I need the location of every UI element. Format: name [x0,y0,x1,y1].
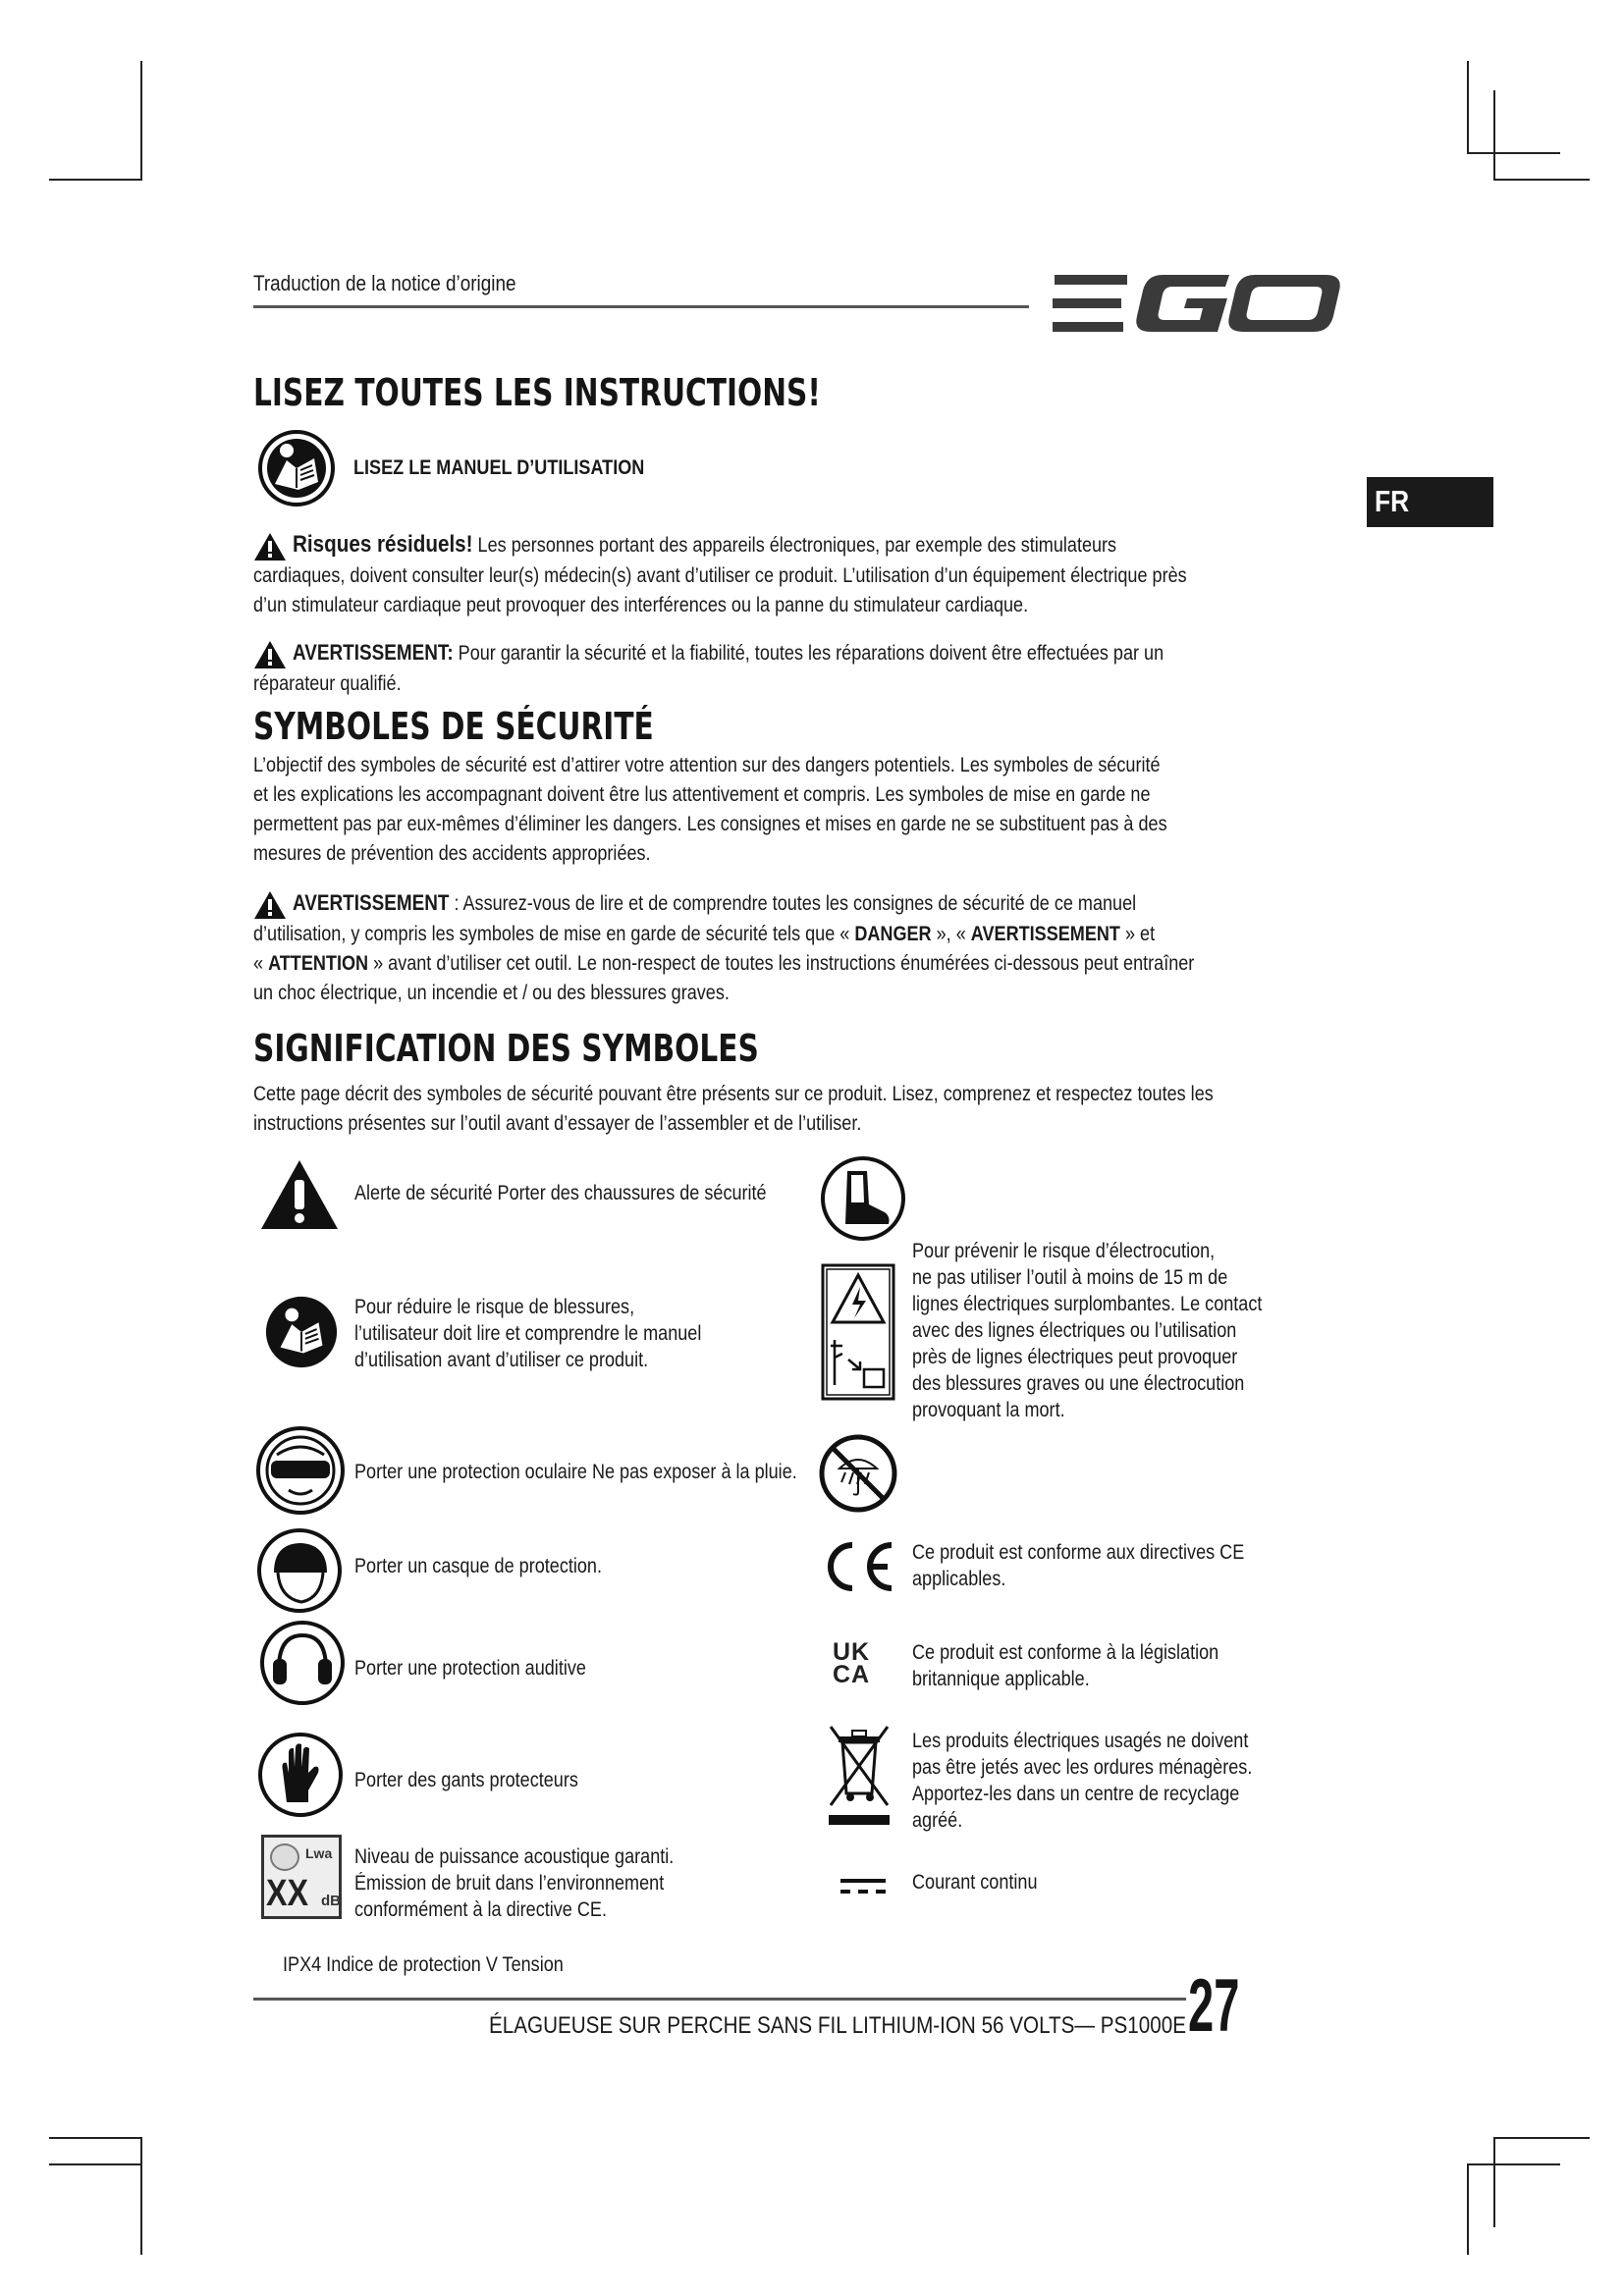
gloves-icon [257,1732,344,1818]
residual-risk-text: Les personnes portant des appareils électroniques, par exemple des stimulateurs [472,534,1117,557]
warning-text: un choc électrique, un incendie et / ou des blessures graves. [253,982,730,1004]
no-rain-icon [818,1433,898,1514]
read-manual-label: LISEZ LE MANUEL D’UTILISATION [353,456,645,479]
noise-unit-label: dB [321,1893,341,1909]
language-tab [1367,477,1493,527]
safety-alert-icon [259,1158,340,1231]
warning-text: d’utilisation, y compris les symboles de mise en garde de sécurité tels que « [253,923,855,945]
power-line-hazard-text [912,1238,1319,1423]
read-manual-icon [257,429,336,507]
symbol-text-line: avec des lignes électriques ou l’utilisation [912,1319,1237,1342]
crop-mark [1467,61,1469,154]
gloves-text: Porter des gants protecteurs [354,1769,578,1791]
symbol-text-line: Émission de bruit dans l’environnement [354,1872,665,1895]
warning-text: » et [1119,923,1156,945]
noise-level-value: XX [266,1873,309,1914]
eye-protection-text: Porter une protection oculaire Ne pas exposer à la pluie. [354,1461,797,1483]
symbol-text-line: Apportez-les dans un centre de recyclage [912,1783,1240,1805]
warning-text: », « [931,923,971,945]
power-line-hazard-icon [821,1263,895,1401]
intro-line: L’objectif des symboles de sécurité est d’attirer votre attention sur des dangers potentiels. Les symboles de sécurité [253,754,1161,776]
crop-mark [49,2163,142,2165]
danger-keyword: DANGER [854,923,932,945]
intro-line: et les explications les accompagnant doivent être lus attentivement et compris. Les symboles de mise en garde ne [253,783,1151,806]
symbol-text-line: Pour prévenir le risque d’électrocution, [912,1240,1216,1262]
weee-text [912,1728,1308,1834]
noise-lwa-label: Lwa [305,1845,333,1861]
warning-triangle-icon [253,890,287,920]
ce-mark-icon [819,1539,897,1594]
ukca-mark-bottom: CA [833,1661,871,1688]
ego-logo [1053,271,1347,336]
warning-text: réparateur qualifié. [253,672,402,695]
symbol-text-line: d’utilisation avant d’utiliser ce produit. [354,1349,649,1371]
ukca-mark-icon [833,1638,882,1688]
symbol-text-line: pas être jetés avec les ordures ménagères. [912,1756,1253,1779]
warning-triangle-icon [253,532,287,561]
speaker-icon [270,1843,299,1871]
warning-text: Pour garantir la sécurité et la fiabilité, toutes les réparations doivent être effectuées par un [453,642,1164,665]
ukca-mark-top: UK [833,1638,871,1666]
section-title-safety-symbols: SYMBOLES DE SÉCURITÉ [253,705,654,748]
translation-note: Traduction de la notice d’origine [253,271,516,295]
residual-risk-label: Risques résiduels! [293,531,473,558]
warning-qualified-block [253,638,1306,699]
warning-text: « [253,952,269,975]
symbol-text-line: conformément à la directive CE. [354,1898,607,1921]
section-title-read-instructions: LISEZ TOUTES LES INSTRUCTIONS! [253,371,821,414]
eye-protection-icon [255,1425,346,1516]
warning-text: : Assurez-vous de lire et de comprendre toutes les consignes de sécurité de ce manuel [449,892,1137,915]
crop-mark [1493,179,1590,181]
safety-boots-icon [820,1155,906,1242]
header-rule [253,305,1029,308]
symbol-text-line: Ce produit est conforme à la législation [912,1641,1219,1664]
avertissement-keyword: AVERTISSEMENT [970,923,1120,945]
weee-bin-icon [825,1723,893,1829]
direct-current-icon [840,1877,886,1896]
intro-line: permettent pas par eux-mêmes d’éliminer les dangers. Les consignes et mises en garde ne se substituent pas à des [253,813,1167,835]
symbol-text-line: lignes électriques surplombantes. Le contact [912,1293,1263,1315]
attention-keyword: ATTENTION [268,952,369,975]
footer-title: ÉLAGUEUSE SUR PERCHE SANS FIL LITHIUM-ION 56 VOLTS— PS1000E [489,2012,1186,2039]
crop-mark [1493,90,1495,181]
read-manual-icon [263,1294,340,1370]
symbol-text-line: près de lignes électriques peut provoquer [912,1346,1238,1368]
ukca-text [912,1639,1269,1692]
intro-line: instructions présentes sur l’outil avant d’essayer de l’assembler et de l’utiliser. [253,1112,862,1135]
warning-label: AVERTISSEMENT: [293,640,454,665]
warning-text: » avant d’utiliser cet outil. Le non-respect de toutes les instructions énumérées ci-dessous peut entraîner [368,952,1195,975]
crop-mark [1493,2137,1495,2227]
symbol-text-line: l’utilisateur doit lire et comprendre le manuel [354,1322,702,1345]
symbol-text-line: applicables. [912,1568,1006,1590]
language-tab-label: FR [1375,484,1410,518]
symbol-text-line: britannique applicable. [912,1668,1090,1690]
residual-risk-block [253,530,1338,620]
crop-mark [1493,2137,1590,2139]
crop-mark [1467,2163,1469,2255]
symbol-meaning-intro [253,1080,1370,1139]
warning-label: AVERTISSEMENT [293,890,450,915]
symbol-text-line: des blessures graves ou une électrocution [912,1372,1245,1395]
helmet-text: Porter un casque de protection. [354,1555,602,1577]
crop-mark [140,61,142,181]
ipx4-text: IPX4 Indice de protection V Tension [283,1953,564,1976]
sound-power-icon [261,1835,342,1919]
ce-text [912,1539,1298,1592]
intro-line: Cette page décrit des symboles de sécurité pouvant être présents sur ce produit. Lisez, comprenez et respectez toutes les [253,1083,1214,1105]
symbol-text-line: agréé. [912,1809,963,1832]
safety-symbols-intro [253,751,1316,869]
warning-triangle-icon [253,640,287,669]
crop-mark [49,179,142,181]
crop-mark [49,2137,142,2139]
symbol-text-line: ne pas utiliser l’outil à moins de 15 m de [912,1266,1228,1289]
section-title-symbol-meaning: SIGNIFICATION DES SYMBOLES [253,1027,759,1070]
symbol-text-line: Les produits électriques usagés ne doivent [912,1730,1249,1752]
crop-mark [140,2137,142,2255]
page-number: 27 [1188,1964,1240,2048]
helmet-icon [256,1527,343,1614]
read-manual-text [354,1294,758,1373]
symbol-text-line: Pour réduire le risque de blessures, [354,1296,635,1318]
warning-instructions-block [253,888,1347,1008]
direct-current-text: Courant continu [912,1871,1038,1894]
safety-alert-text: Alerte de sécurité Porter des chaussures de sécurité [354,1182,767,1204]
symbol-text-line: provoquant la mort. [912,1399,1065,1421]
symbol-text-line: Ce produit est conforme aux directives CE [912,1541,1245,1564]
intro-line: mesures de prévention des accidents appropriées. [253,842,651,865]
hearing-protection-icon [259,1620,346,1706]
sound-power-text [354,1843,726,1923]
residual-risk-text: cardiaques, doivent consulter leur(s) médecin(s) avant d’utiliser ce produit. L’utilisation d’un équipement électrique près [253,564,1187,587]
footer-rule [253,1998,1186,2001]
hearing-protection-text: Porter une protection auditive [354,1657,586,1680]
crop-mark [1467,152,1560,154]
residual-risk-text: d’un stimulateur cardiaque peut provoquer des interférences ou la panne du stimulateur cardiaque. [253,594,1029,616]
symbol-text-line: Niveau de puissance acoustique garanti. [354,1845,675,1868]
crop-mark [1467,2163,1560,2165]
